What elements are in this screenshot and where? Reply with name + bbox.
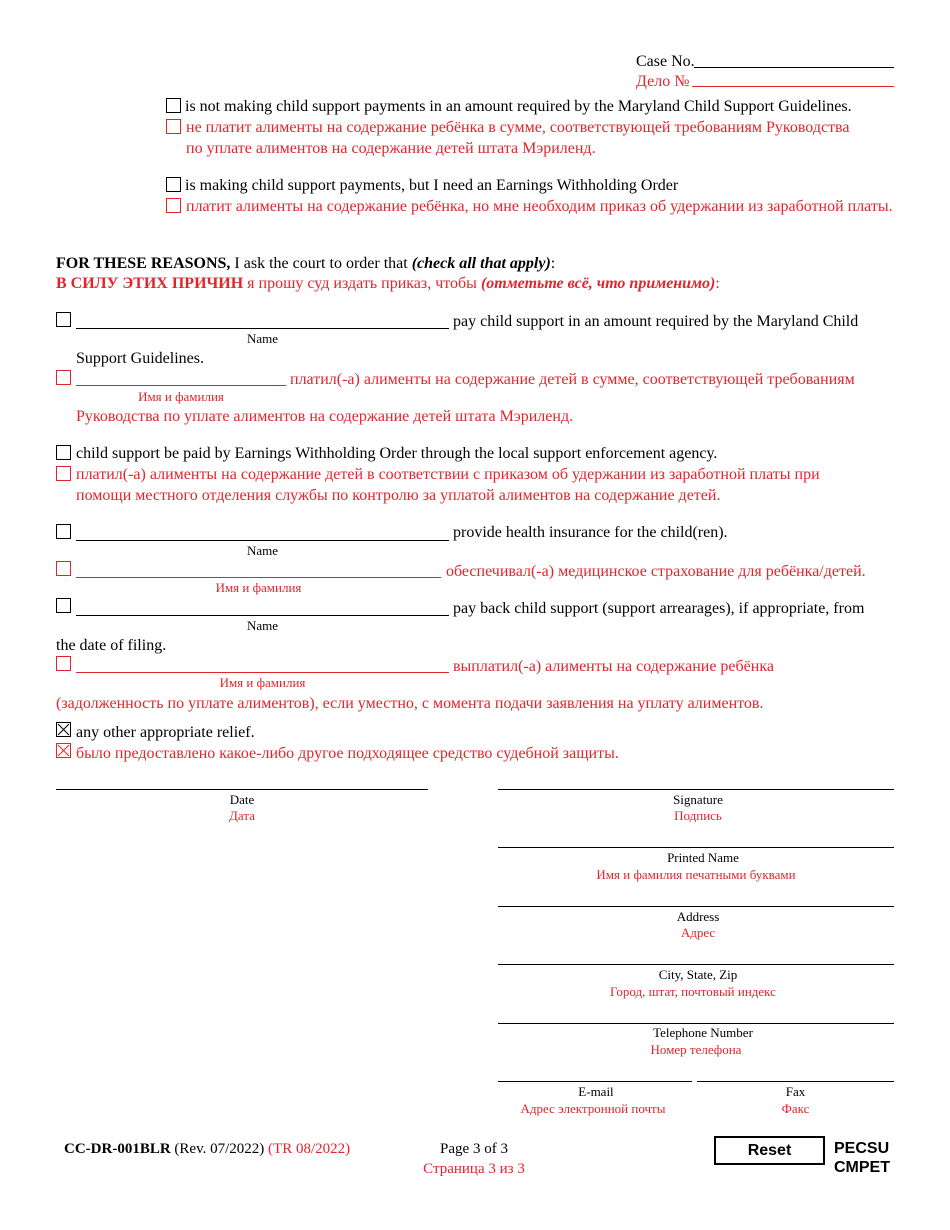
health-insurance-checkbox[interactable] bbox=[56, 524, 71, 539]
reasons-heading-ru bbox=[56, 274, 720, 294]
signature-label: Signature bbox=[673, 792, 723, 807]
telephone-label: Telephone Number bbox=[653, 1025, 753, 1040]
reasons-heading bbox=[56, 254, 555, 274]
ewo-order-checkbox-ru bbox=[56, 466, 71, 481]
fax-field[interactable] bbox=[697, 1081, 894, 1082]
ewo-needed-text: is making child support payments, but I need an Earnings Withholding Order bbox=[185, 177, 679, 194]
checkbox-x-icon-ru bbox=[57, 744, 70, 757]
arrears-name-field[interactable] bbox=[76, 615, 449, 616]
fax-label-ru: Факс bbox=[781, 1101, 810, 1116]
language-code-2: CMPET bbox=[834, 1159, 890, 1176]
arrears-checkbox-ru bbox=[56, 656, 71, 671]
address-label-ru: Адрес bbox=[680, 925, 716, 940]
checkbox-x-icon bbox=[57, 723, 70, 736]
not-paying-checkbox[interactable] bbox=[166, 98, 181, 113]
case-no-label-ru: Дело № bbox=[636, 73, 690, 90]
city-state-zip-label-ru: Город, штат, почтовый индекс bbox=[610, 984, 776, 999]
not-paying-text-ru-1: не платит алименты на содержание ребёнка в сумме, соответствующей требованиям Руководства bbox=[186, 119, 850, 136]
printed-name-label: Printed Name bbox=[667, 850, 739, 865]
date-label-ru: Дата bbox=[229, 808, 255, 823]
pay-support-text-ru-1: платил(-а) алименты на содержание детей в сумме, соответствующей требованиям bbox=[290, 371, 855, 388]
page-number: Page 3 of 3 bbox=[440, 1141, 508, 1157]
health-insurance-text-ru: обеспечивал(-а) медицинское страхование для ребёнка/детей. bbox=[446, 563, 866, 580]
pay-support-name-field-ru bbox=[76, 385, 286, 386]
arrears-name-label-ru: Имя и фамилия bbox=[219, 675, 306, 690]
pay-support-text-ru-2: Руководства по уплате алиментов на содержание детей штата Мэриленд. bbox=[76, 408, 574, 425]
arrears-checkbox[interactable] bbox=[56, 598, 71, 613]
telephone-field[interactable] bbox=[498, 1023, 894, 1024]
reasons-heading-bold: FOR THESE REASONS, bbox=[56, 255, 231, 272]
ewo-order-checkbox[interactable] bbox=[56, 445, 71, 460]
printed-name-label-ru: Имя и фамилия печатными буквами bbox=[596, 867, 796, 882]
page-number-ru: Страница 3 из 3 bbox=[423, 1161, 525, 1177]
pay-support-text-2: Support Guidelines. bbox=[76, 350, 204, 367]
arrears-name-field-ru bbox=[76, 672, 449, 673]
arrears-text-2: the date of filing. bbox=[56, 637, 167, 654]
not-paying-text-ru-2: по уплате алиментов на содержание детей штата Мэриленд. bbox=[186, 140, 596, 157]
form-id-code: CC-DR-001BLR bbox=[64, 1141, 171, 1157]
case-no-label: Case No. bbox=[636, 53, 695, 70]
reasons-heading-end: : bbox=[550, 255, 556, 272]
ewo-needed-checkbox[interactable] bbox=[166, 177, 181, 192]
ewo-needed-text-ru: платит алименты на содержание ребёнка, но мне необходим приказ об удержании из заработной платы. bbox=[186, 198, 893, 215]
pay-support-checkbox-ru bbox=[56, 370, 71, 385]
arrears-text-ru-1: выплатил(-а) алименты на содержание ребёнка bbox=[453, 658, 774, 675]
ewo-order-text-ru-1: платил(-а) алименты на содержание детей в соответствии с приказом об удержании из заработной платы при bbox=[76, 466, 820, 483]
health-insurance-text: provide health insurance for the child(ren). bbox=[453, 524, 728, 541]
address-field[interactable] bbox=[498, 906, 894, 907]
other-relief-text: any other appropriate relief. bbox=[76, 724, 255, 741]
pay-support-text-1: pay child support in an amount required by the Maryland Child bbox=[453, 313, 859, 330]
email-label-ru: Адрес электронной почты bbox=[520, 1101, 666, 1116]
email-label: E-mail bbox=[578, 1084, 614, 1099]
reasons-heading-ru-rest: я прошу суд издать приказ, чтобы bbox=[243, 275, 481, 292]
reasons-heading-rest: I ask the court to order that bbox=[230, 255, 412, 272]
ewo-order-text-ru-2: помощи местного отделения службы по контролю за уплатой алиментов на содержание детей. bbox=[76, 487, 721, 504]
health-insurance-name-field-ru bbox=[76, 577, 441, 578]
form-id bbox=[64, 1140, 350, 1159]
pay-support-checkbox[interactable] bbox=[56, 312, 71, 327]
language-code-1: PECSU bbox=[834, 1140, 890, 1157]
not-paying-checkbox-ru bbox=[166, 119, 181, 134]
ewo-order-text: child support be paid by Earnings Withholding Order through the local support enforcement agency. bbox=[76, 445, 718, 462]
pay-support-name-field[interactable] bbox=[76, 328, 449, 329]
arrears-text-1: pay back child support (support arrearages), if appropriate, from bbox=[453, 600, 865, 617]
pay-support-name-label: Name bbox=[246, 331, 279, 346]
reset-button[interactable]: Reset bbox=[714, 1136, 825, 1165]
address-label: Address bbox=[676, 909, 720, 924]
signature-field[interactable] bbox=[498, 789, 894, 790]
arrears-text-ru-2: (задолженность по уплате алиментов), если уместно, с момента подачи заявления на уплату алиментов. bbox=[56, 695, 764, 712]
other-relief-checkbox[interactable] bbox=[56, 722, 71, 737]
reasons-heading-ru-end: : bbox=[715, 275, 720, 292]
ewo-needed-checkbox-ru bbox=[166, 198, 181, 213]
health-insurance-name-label-ru: Имя и фамилия bbox=[215, 580, 302, 595]
not-paying-text: is not making child support payments in an amount required by the Maryland Child Support Guidelines. bbox=[185, 98, 852, 115]
reasons-heading-italic: (check all that apply) bbox=[411, 255, 551, 272]
reasons-heading-ru-italic: (отметьте всё, что применимо) bbox=[480, 275, 716, 292]
fax-label: Fax bbox=[785, 1084, 806, 1099]
email-field[interactable] bbox=[498, 1081, 692, 1082]
health-insurance-name-label: Name bbox=[246, 543, 279, 558]
telephone-label-ru: Номер телефона bbox=[650, 1042, 742, 1057]
health-insurance-checkbox-ru bbox=[56, 561, 71, 576]
arrears-name-label: Name bbox=[246, 618, 279, 633]
case-no-field-ru bbox=[692, 86, 894, 87]
date-field[interactable] bbox=[56, 789, 428, 790]
form-translation-date: (TR 08/2022) bbox=[264, 1141, 351, 1157]
reasons-heading-ru-bold: В СИЛУ ЭТИХ ПРИЧИН bbox=[56, 275, 244, 292]
other-relief-checkbox-ru bbox=[56, 743, 71, 758]
city-state-zip-field[interactable] bbox=[498, 964, 894, 965]
signature-label-ru: Подпись bbox=[674, 808, 722, 823]
printed-name-field[interactable] bbox=[498, 847, 894, 848]
other-relief-text-ru: было предоставлено какое-либо другое подходящее средство судебной защиты. bbox=[76, 745, 619, 762]
health-insurance-name-field[interactable] bbox=[76, 540, 449, 541]
city-state-zip-label: City, State, Zip bbox=[658, 967, 738, 982]
pay-support-name-label-ru: Имя и фамилия bbox=[138, 389, 224, 404]
form-revision: (Rev. 07/2022) bbox=[170, 1141, 265, 1157]
date-label: Date bbox=[229, 792, 255, 807]
case-no-field[interactable] bbox=[694, 67, 894, 68]
